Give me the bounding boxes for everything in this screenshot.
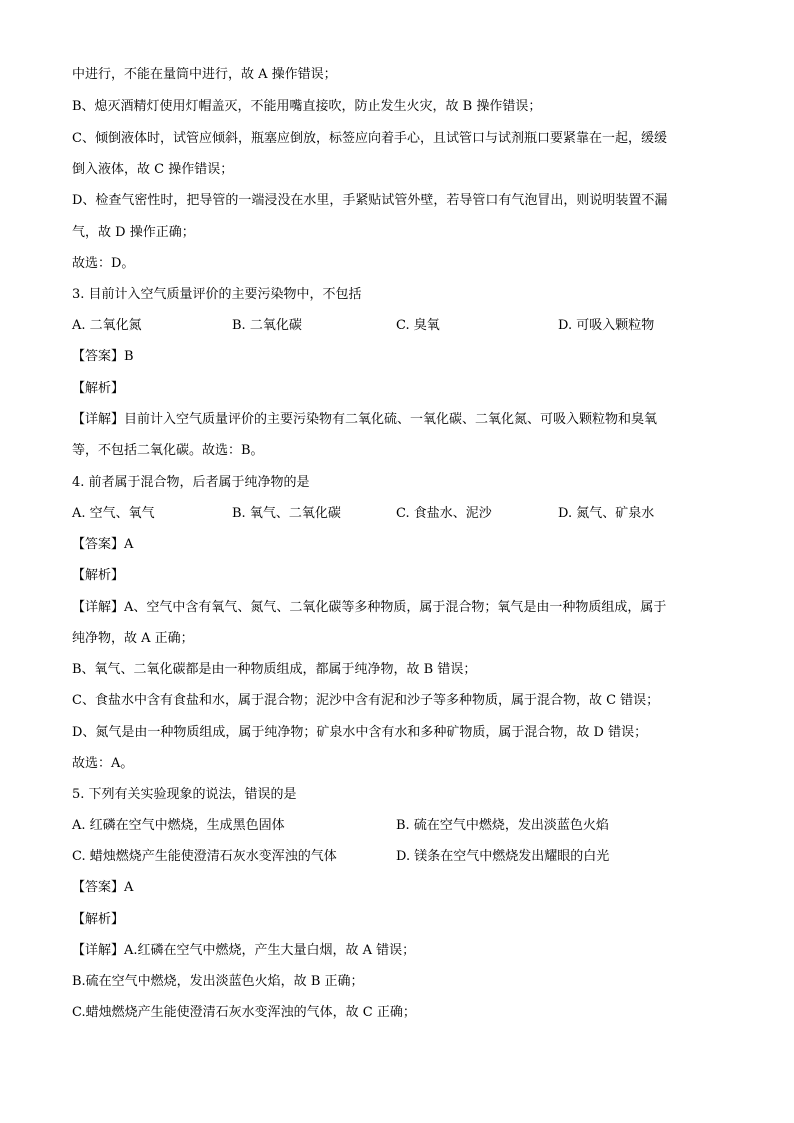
text-line: C、倾倒液体时，试管应倾斜，瓶塞应倒放，标签应向着手心，且试管口与试剂瓶口要紧靠在一起，缓缓 — [72, 131, 667, 146]
detail-line: 故选：A。 — [72, 756, 134, 771]
analysis-label: 【解析】 — [72, 381, 125, 396]
analysis-label: 【解析】 — [72, 912, 125, 927]
detail-line: 【详解】A、空气中含有氧气、氮气、二氧化碳等多种物质，属于混合物；氧气是由一种物质组成，属于 — [72, 600, 667, 615]
question-stem-5: 5. 下列有关实验现象的说法，错误的是 — [72, 787, 297, 802]
option-b: B. 硫在空气中燃烧，发出淡蓝色火焰 — [396, 818, 609, 833]
text-line: 中进行，不能在量筒中进行，故 A 操作错误； — [72, 67, 337, 82]
answer-label: 【答案】B — [72, 349, 134, 364]
detail-line: C.蜡烛燃烧产生能使澄清石灰水变浑浊的气体，故 C 正确； — [72, 1005, 416, 1020]
option-b: B. 氧气、二氧化碳 — [232, 506, 341, 521]
option-d: D. 氮气、矿泉水 — [558, 506, 655, 521]
option-b: B. 二氧化碳 — [232, 318, 302, 333]
detail-line: C、食盐水中含有食盐和水，属于混合物；泥沙中含有泥和沙子等多种物质，属于混合物，故 C 错误； — [72, 693, 660, 708]
text-line: D、检查气密性时，把导管的一端浸没在水里，手紧贴试管外壁，若导管口有气泡冒出，则说明装置不漏 — [72, 193, 668, 208]
option-d: D. 镁条在空气中燃烧发出耀眼的白光 — [396, 849, 610, 864]
analysis-label: 【解析】 — [72, 568, 125, 583]
detail-line: 等，不包括二氧化碳。故选：B。 — [72, 443, 264, 458]
text-line: 气，故 D 操作正确； — [72, 225, 195, 240]
text-line: 倒入液体，故 C 操作错误； — [72, 162, 234, 177]
option-c: C. 臭氧 — [396, 318, 440, 333]
text-line: 故选：D。 — [72, 256, 135, 271]
answer-label: 【答案】A — [72, 880, 134, 895]
detail-line: B.硫在空气中燃烧，发出淡蓝色火焰，故 B 正确； — [72, 974, 364, 989]
question-stem-3: 3. 目前计入空气质量评价的主要污染物中，不包括 — [72, 287, 362, 302]
detail-line: 【详解】A.红磷在空气中燃烧，产生大量白烟，故 A 错误； — [72, 943, 416, 958]
option-a: A. 红磷在空气中燃烧，生成黑色固体 — [72, 818, 285, 833]
option-c: C. 食盐水、泥沙 — [396, 506, 492, 521]
option-a: A. 二氧化氮 — [72, 318, 142, 333]
question-stem-4: 4. 前者属于混合物，后者属于纯净物的是 — [72, 475, 310, 490]
detail-line: 【详解】目前计入空气质量评价的主要污染物有二氧化硫、一氧化碳、二氧化氮、可吸入颗粒物和臭氧 — [72, 412, 658, 427]
answer-label: 【答案】A — [72, 537, 134, 552]
detail-line: D、氮气是由一种物质组成，属于纯净物；矿泉水中含有水和多种矿物质，属于混合物，故 D 错误； — [72, 725, 648, 740]
detail-line: 纯净物，故 A 正确； — [72, 631, 194, 646]
option-d: D. 可吸入颗粒物 — [558, 318, 655, 333]
option-c: C. 蜡烛燃烧产生能使澄清石灰水变浑浊的气体 — [72, 849, 337, 864]
option-a: A. 空气、氧气 — [72, 506, 155, 521]
detail-line: B、氧气、二氧化碳都是由一种物质组成，都属于纯净物，故 B 错误； — [72, 662, 477, 677]
text-line: B、熄灭酒精灯使用灯帽盖灭，不能用嘴直接吹，防止发生火灾，故 B 操作错误； — [72, 99, 542, 114]
